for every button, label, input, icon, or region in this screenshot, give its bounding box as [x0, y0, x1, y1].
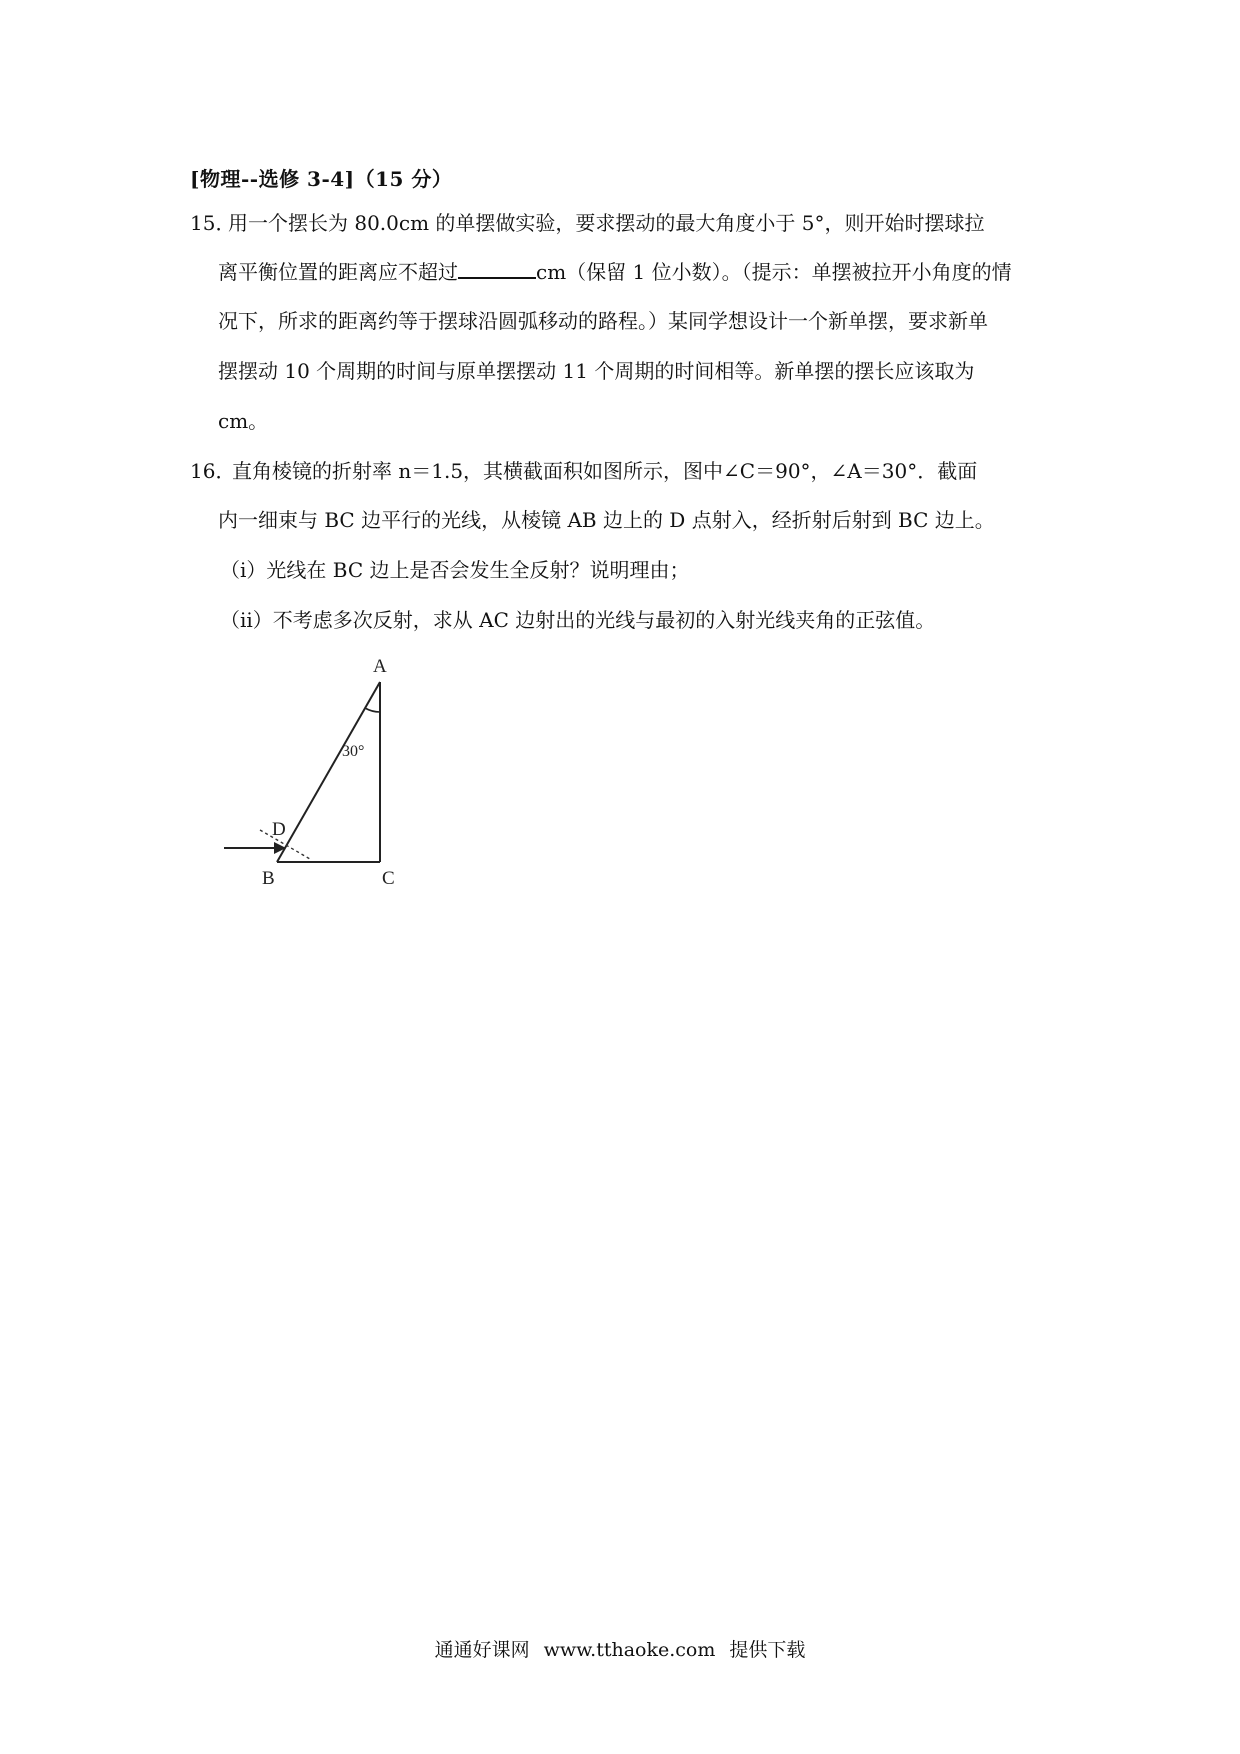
ray-arrowhead	[274, 842, 286, 854]
question-15-line-2-post: cm（保留 1 位小数）。（提示：单摆被拉开小角度的情	[536, 260, 1012, 284]
question-15-line-4: 摆摆动 10 个周期的时间与原单摆摆动 11 个周期的时间相等。新单摆的摆长应该取为	[218, 359, 975, 383]
question-16-line-2: 内一细束与 BC 边平行的光线，从棱镜 AB 边上的 D 点射入，经折射后射到 BC 边上。	[218, 508, 995, 532]
question-15-line-2	[218, 259, 1012, 285]
angle-label-30: 30°	[342, 743, 365, 760]
footer-suffix: 提供下载	[729, 1639, 806, 1661]
prism-figure	[210, 650, 420, 890]
footer-url[interactable]: www.tthaoke.com	[543, 1639, 716, 1661]
question-16-sub-ii: （ii）不考虑多次反射，求从 AC 边射出的光线与最初的入射光线夹角的正弦值。	[220, 608, 936, 632]
label-d: D	[272, 819, 286, 840]
question-15-line-1: 用一个摆长为 80.0cm 的单摆做实验，要求摆动的最大角度小于 5°，则开始时摆球拉	[228, 211, 985, 235]
question-15-line-2-pre: 离平衡位置的距离应不超过	[218, 260, 458, 284]
question-15-line-5: cm。	[218, 409, 269, 433]
question-16-sub-i: （i）光线在 BC 边上是否会发生全反射？说明理由；	[220, 558, 690, 582]
label-c: C	[382, 868, 395, 889]
page-footer	[0, 1638, 1240, 1662]
prism-diagram	[210, 650, 420, 890]
question-16-line-1: 直角棱镜的折射率 n＝1.5，其横截面积如图所示，图中∠C＝90°，∠A＝30°．截面	[232, 459, 978, 483]
section-header: [物理--选修 3-4]（15 分）	[190, 167, 453, 191]
question-15-line-3: 况下，所求的距离约等于摆球沿圆弧移动的路程。）某同学想设计一个新单摆，要求新单	[218, 309, 988, 333]
answer-blank-1[interactable]	[458, 259, 536, 279]
question-15-number: 15．	[190, 211, 236, 235]
edge-ab	[277, 682, 380, 862]
question-16-number: 16．	[190, 459, 236, 483]
label-a: A	[373, 656, 387, 677]
footer-site-name: 通通好课网	[434, 1639, 530, 1661]
label-b: B	[262, 868, 275, 889]
angle-arc-a	[365, 708, 380, 712]
